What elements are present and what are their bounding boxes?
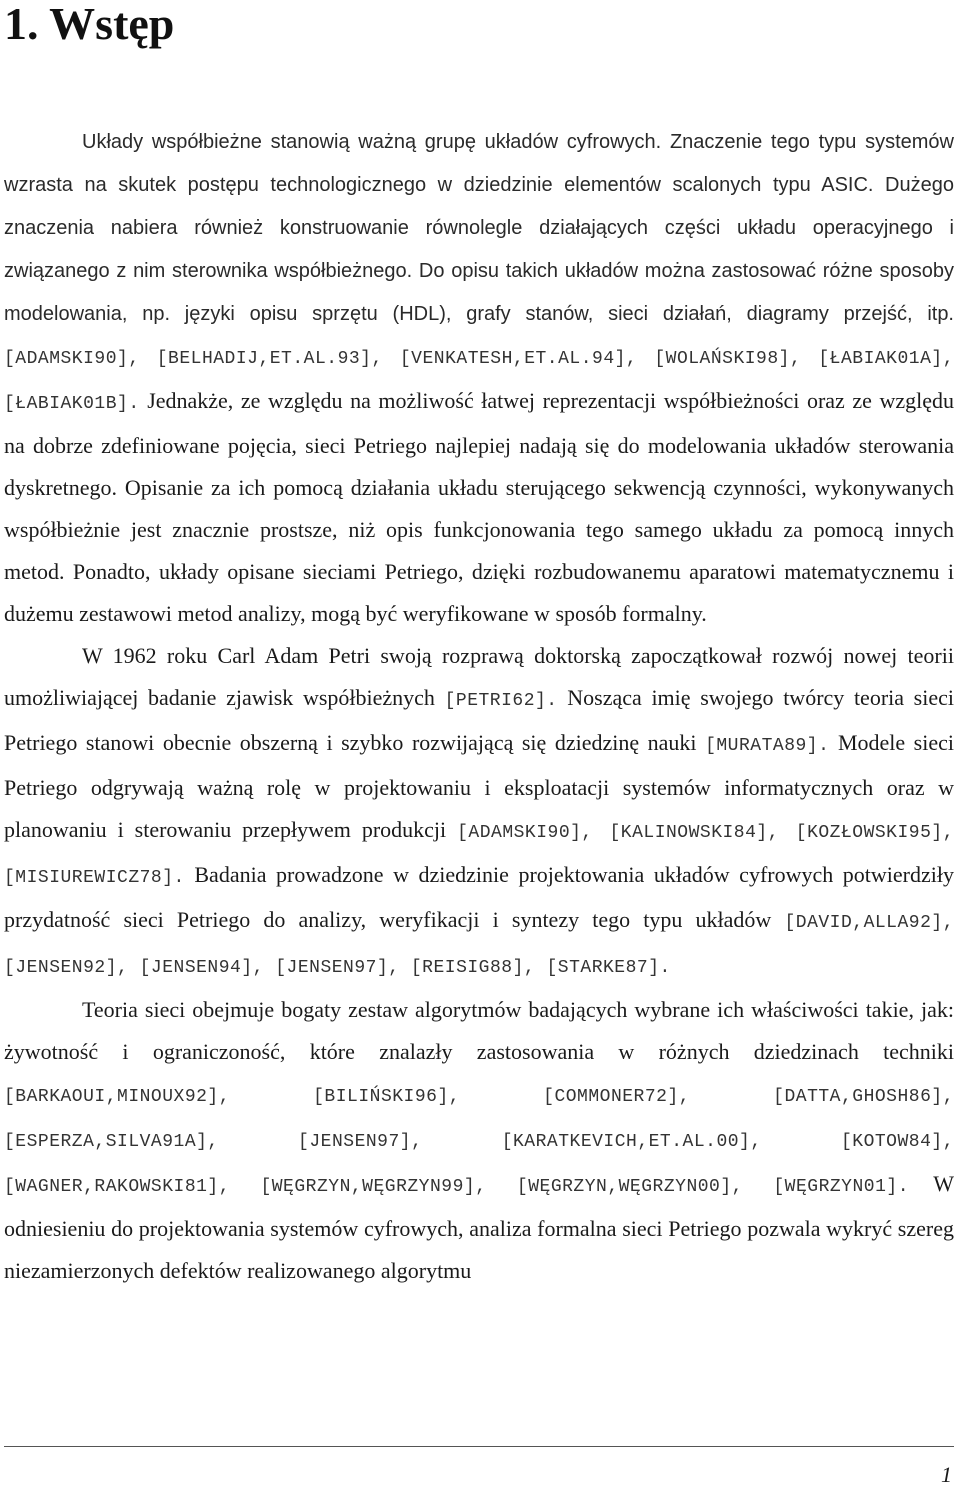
page-number: 1 — [941, 1462, 952, 1487]
citation: [PETRI62]. — [444, 691, 558, 711]
paragraph-text: Jednakże, ze względu na możliwość łatwej reprezentacji współbieżności oraz ze względu na dobrze zdefiniowane pojęcia, sieci Petriego najlepiej nadają się do modelowania układów sterowania dyskretnego. Opisanie za ich pomocą działania układu sterującego sekwencją czynności, wykonywanych współbieżnie jest znacznie prostsze, niż opis funkcjonowania tego samego układu za pomocą innych metod. Ponadto, układy opisane sieciami Petriego, dzięki rozbudowanemu aparatowi matematycznemu i dużemu zestawowi metod analizy, mogą być weryfikowane w sposób formalny. — [4, 388, 954, 626]
paragraph-text: W odniesieniu do projektowania systemów cyfrowych, analiza formalna sieci Petriego pozwala wykryć szereg niezamierzonych defektów realizowanego algorytmu — [4, 1171, 954, 1283]
citation: [BARKAOUI,MINOUX92], [BILIŃSKI96], [COMMONER72], [DATTA,GHOSH86], [ESPERZA,SILVA91A], [JENSEN97], [KARATKEVICH,ET.AL.00], [KOTOW84], [WAGNER,RAKOWSKI81], [WĘGRZYN,WĘGRZYN99], [WĘGRZYN,WĘGRZYN00], [WĘGRZYN01]. — [4, 1087, 954, 1197]
citation: [ADAMSKI90], [BELHADIJ,ET.AL.93], [VENKATESH,ET.AL.94], [WOLAŃSKI98], [ŁABIAK01A], [ŁABIAK01B]. — [4, 349, 954, 414]
citation: [DAVID,ALLA92], [JENSEN92], [JENSEN94], [JENSEN97], [REISIG88], [STARKE87]. — [4, 913, 954, 978]
citation: [MURATA89]. — [705, 736, 830, 756]
paragraph-text: Nosząca imię swojego twórcy teoria sieci Petriego stanowi obecnie obszerną i szybko rozwijającą się dziedzinę nauki — [4, 685, 954, 755]
paragraph-text: Teoria sieci obejmuje bogaty zestaw algorytmów badających wybrane ich właściwości takie, jak: żywotność i ograniczoność, które znalazły zastosowania w różnych dziedzinach techniki — [4, 997, 954, 1064]
paragraph — [4, 989, 954, 1292]
paragraph-text: Układy współbieżne stanowią ważną grupę układów cyfrowych. Znaczenie tego typu systemów wzrasta na skutek postępu technologicznego w dziedzinie elementów scalonych typu ASIC. Dużego znaczenia nabiera również konstruowanie równolegle działających części układu operacyjnego i związanego z nim sterownika współbieżnego. Do opisu takich układów można zastosować różne sposoby modelowania, np. języki opisu sprzętu (HDL), grafy stanów, sieci działań, diagramy przejść, itp. — [4, 131, 954, 325]
citation: [ADAMSKI90], [KALINOWSKI84], [KOZŁOWSKI95], [MISIUREWICZ78]. — [4, 823, 954, 888]
paragraph — [4, 635, 954, 989]
paragraph-text: Badania prowadzone w dziedzinie projektowania układów cyfrowych potwierdziły przydatność sieci Petriego do analizy, weryfikacji i syntezy tego typu układów — [4, 862, 954, 932]
paragraph — [4, 120, 954, 635]
footer-divider — [4, 1446, 954, 1447]
paragraph-text: Modele sieci Petriego odgrywają ważną rolę w projektowaniu i eksploatacji systemów informatycznych oraz w planowaniu i sterowaniu przepływem produkcji — [4, 730, 954, 842]
section-heading: 1. Wstęp — [4, 0, 175, 49]
paragraph-text: W 1962 roku Carl Adam Petri swoją rozprawą doktorską zapoczątkował rozwój nowej teorii umożliwiającej badanie zjawisk współbieżnych — [4, 643, 954, 710]
body-text — [4, 120, 954, 1292]
